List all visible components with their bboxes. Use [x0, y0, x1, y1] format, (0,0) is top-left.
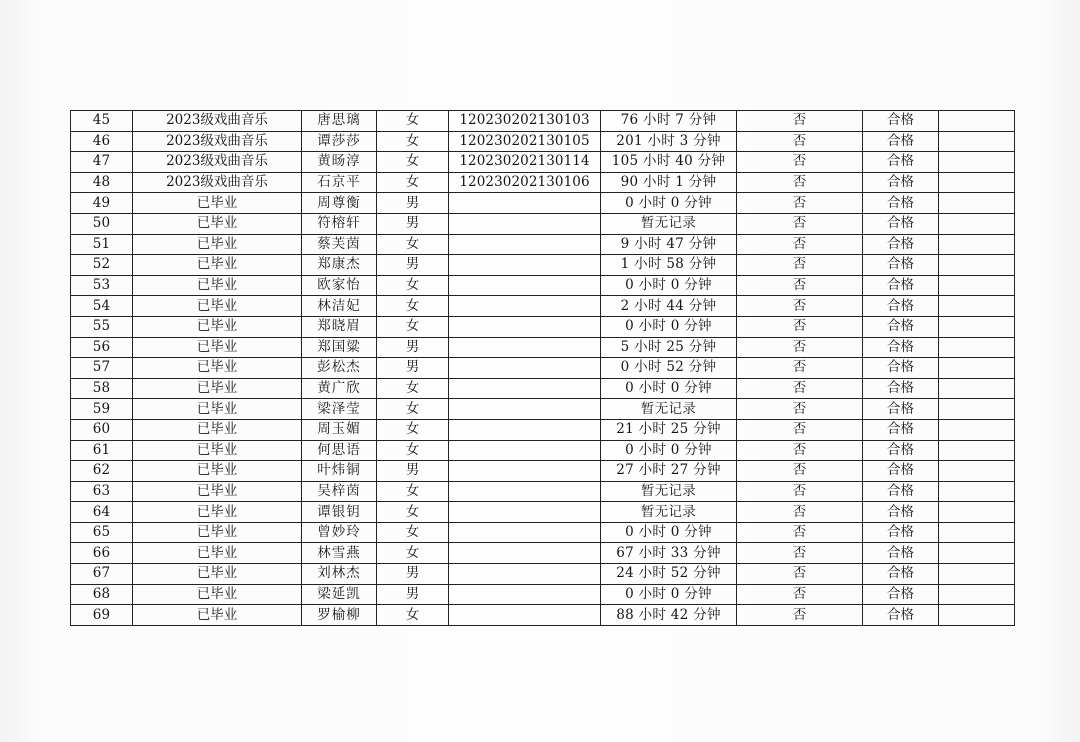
assessment-cell: 合格	[863, 564, 939, 585]
student-name-cell: 周玉媚	[302, 419, 377, 440]
table-row	[71, 316, 1015, 337]
student-id-cell	[449, 296, 601, 317]
remarks-cell	[939, 337, 1015, 358]
assessment-cell: 合格	[863, 213, 939, 234]
remarks-cell	[939, 440, 1015, 461]
flag-cell: 否	[737, 296, 863, 317]
student-name-cell: 林雪燕	[302, 543, 377, 564]
class-name-cell: 已毕业	[133, 296, 302, 317]
remarks-cell	[939, 316, 1015, 337]
student-name-cell: 梁延凯	[302, 584, 377, 605]
remarks-cell	[939, 502, 1015, 523]
remarks-cell	[939, 481, 1015, 502]
assessment-cell: 合格	[863, 234, 939, 255]
volunteer-hours-cell: 0 小时 0 分钟	[601, 316, 737, 337]
gender-cell: 男	[377, 193, 449, 214]
gender-cell: 女	[377, 481, 449, 502]
flag-cell: 否	[737, 337, 863, 358]
student-id-cell	[449, 543, 601, 564]
table-row	[71, 584, 1015, 605]
table-row	[71, 358, 1015, 379]
table-row	[71, 481, 1015, 502]
class-name-cell: 已毕业	[133, 193, 302, 214]
flag-cell: 否	[737, 193, 863, 214]
student-name-cell: 郑康杰	[302, 255, 377, 276]
table-row	[71, 419, 1015, 440]
student-id-cell	[449, 358, 601, 379]
assessment-cell: 合格	[863, 378, 939, 399]
table-row	[71, 111, 1015, 132]
remarks-cell	[939, 234, 1015, 255]
student-name-cell: 欧家怡	[302, 275, 377, 296]
flag-cell: 否	[737, 502, 863, 523]
volunteer-hours-cell: 0 小时 0 分钟	[601, 378, 737, 399]
table-row	[71, 131, 1015, 152]
gender-cell: 女	[377, 543, 449, 564]
flag-cell: 否	[737, 358, 863, 379]
class-name-cell: 已毕业	[133, 316, 302, 337]
class-name-cell: 2023级戏曲音乐	[133, 152, 302, 173]
assessment-cell: 合格	[863, 605, 939, 626]
remarks-cell	[939, 584, 1015, 605]
remarks-cell	[939, 564, 1015, 585]
flag-cell: 否	[737, 481, 863, 502]
row-number-cell: 55	[71, 316, 133, 337]
row-number-cell: 56	[71, 337, 133, 358]
assessment-cell: 合格	[863, 275, 939, 296]
student-id-cell	[449, 605, 601, 626]
student-id-cell	[449, 502, 601, 523]
remarks-cell	[939, 152, 1015, 173]
student-name-cell: 林洁妃	[302, 296, 377, 317]
student-id-cell	[449, 522, 601, 543]
table-row	[71, 255, 1015, 276]
class-name-cell: 已毕业	[133, 213, 302, 234]
flag-cell: 否	[737, 543, 863, 564]
assessment-cell: 合格	[863, 502, 939, 523]
student-id-cell	[449, 378, 601, 399]
volunteer-hours-cell: 0 小时 0 分钟	[601, 522, 737, 543]
assessment-cell: 合格	[863, 337, 939, 358]
student-name-cell: 郑晓眉	[302, 316, 377, 337]
assessment-cell: 合格	[863, 440, 939, 461]
row-number-cell: 65	[71, 522, 133, 543]
class-name-cell: 已毕业	[133, 522, 302, 543]
student-id-cell	[449, 255, 601, 276]
roster-table	[70, 110, 1015, 626]
flag-cell: 否	[737, 419, 863, 440]
assessment-cell: 合格	[863, 172, 939, 193]
remarks-cell	[939, 296, 1015, 317]
gender-cell: 女	[377, 172, 449, 193]
class-name-cell: 已毕业	[133, 419, 302, 440]
volunteer-hours-cell: 67 小时 33 分钟	[601, 543, 737, 564]
gender-cell: 女	[377, 234, 449, 255]
gender-cell: 女	[377, 502, 449, 523]
flag-cell: 否	[737, 275, 863, 296]
remarks-cell	[939, 193, 1015, 214]
class-name-cell: 已毕业	[133, 481, 302, 502]
flag-cell: 否	[737, 172, 863, 193]
student-id-cell: 120230202130103	[449, 111, 601, 132]
table-row	[71, 234, 1015, 255]
student-name-cell: 符榕轩	[302, 213, 377, 234]
student-id-cell: 120230202130105	[449, 131, 601, 152]
table-row	[71, 461, 1015, 482]
student-id-cell: 120230202130106	[449, 172, 601, 193]
volunteer-hours-cell: 0 小时 0 分钟	[601, 584, 737, 605]
class-name-cell: 已毕业	[133, 543, 302, 564]
gender-cell: 男	[377, 255, 449, 276]
remarks-cell	[939, 378, 1015, 399]
assessment-cell: 合格	[863, 461, 939, 482]
table-row	[71, 296, 1015, 317]
student-name-cell: 谭银钥	[302, 502, 377, 523]
row-number-cell: 51	[71, 234, 133, 255]
row-number-cell: 68	[71, 584, 133, 605]
row-number-cell: 54	[71, 296, 133, 317]
volunteer-hours-cell: 9 小时 47 分钟	[601, 234, 737, 255]
flag-cell: 否	[737, 461, 863, 482]
row-number-cell: 48	[71, 172, 133, 193]
volunteer-hours-cell: 暂无记录	[601, 502, 737, 523]
remarks-cell	[939, 172, 1015, 193]
row-number-cell: 57	[71, 358, 133, 379]
row-number-cell: 67	[71, 564, 133, 585]
volunteer-hours-cell: 5 小时 25 分钟	[601, 337, 737, 358]
remarks-cell	[939, 522, 1015, 543]
gender-cell: 男	[377, 358, 449, 379]
student-name-cell: 梁泽莹	[302, 399, 377, 420]
student-id-cell	[449, 193, 601, 214]
class-name-cell: 已毕业	[133, 255, 302, 276]
student-name-cell: 周尊衡	[302, 193, 377, 214]
flag-cell: 否	[737, 522, 863, 543]
row-number-cell: 62	[71, 461, 133, 482]
student-id-cell	[449, 399, 601, 420]
class-name-cell: 已毕业	[133, 564, 302, 585]
volunteer-hours-cell: 0 小时 0 分钟	[601, 193, 737, 214]
student-name-cell: 叶炜铜	[302, 461, 377, 482]
volunteer-hours-cell: 2 小时 44 分钟	[601, 296, 737, 317]
student-id-cell	[449, 440, 601, 461]
gender-cell: 女	[377, 522, 449, 543]
student-id-cell	[449, 213, 601, 234]
volunteer-hours-cell: 1 小时 58 分钟	[601, 255, 737, 276]
table-row	[71, 522, 1015, 543]
volunteer-hours-cell: 201 小时 3 分钟	[601, 131, 737, 152]
table-row	[71, 564, 1015, 585]
table-row	[71, 399, 1015, 420]
flag-cell: 否	[737, 131, 863, 152]
gender-cell: 女	[377, 152, 449, 173]
class-name-cell: 已毕业	[133, 502, 302, 523]
gender-cell: 男	[377, 584, 449, 605]
assessment-cell: 合格	[863, 255, 939, 276]
student-id-cell	[449, 337, 601, 358]
table-row	[71, 502, 1015, 523]
student-id-cell	[449, 461, 601, 482]
remarks-cell	[939, 131, 1015, 152]
volunteer-hours-cell: 24 小时 52 分钟	[601, 564, 737, 585]
student-id-cell	[449, 481, 601, 502]
roster-body	[71, 111, 1015, 626]
row-number-cell: 63	[71, 481, 133, 502]
flag-cell: 否	[737, 605, 863, 626]
volunteer-hours-cell: 27 小时 27 分钟	[601, 461, 737, 482]
gender-cell: 女	[377, 111, 449, 132]
student-name-cell: 唐思璃	[302, 111, 377, 132]
volunteer-hours-cell: 暂无记录	[601, 213, 737, 234]
gender-cell: 男	[377, 461, 449, 482]
gender-cell: 女	[377, 275, 449, 296]
gender-cell: 女	[377, 131, 449, 152]
volunteer-hours-cell: 76 小时 7 分钟	[601, 111, 737, 132]
class-name-cell: 2023级戏曲音乐	[133, 172, 302, 193]
student-name-cell: 黄广欣	[302, 378, 377, 399]
row-number-cell: 50	[71, 213, 133, 234]
student-name-cell: 罗榆柳	[302, 605, 377, 626]
assessment-cell: 合格	[863, 316, 939, 337]
student-id-cell	[449, 564, 601, 585]
class-name-cell: 已毕业	[133, 378, 302, 399]
class-name-cell: 2023级戏曲音乐	[133, 131, 302, 152]
assessment-cell: 合格	[863, 481, 939, 502]
volunteer-hours-cell: 0 小时 0 分钟	[601, 275, 737, 296]
assessment-cell: 合格	[863, 152, 939, 173]
table-row	[71, 275, 1015, 296]
flag-cell: 否	[737, 584, 863, 605]
student-id-cell	[449, 584, 601, 605]
class-name-cell: 已毕业	[133, 605, 302, 626]
table-row	[71, 605, 1015, 626]
student-name-cell: 何思语	[302, 440, 377, 461]
row-number-cell: 69	[71, 605, 133, 626]
table-row	[71, 337, 1015, 358]
class-name-cell: 已毕业	[133, 461, 302, 482]
row-number-cell: 60	[71, 419, 133, 440]
student-name-cell: 吴梓茵	[302, 481, 377, 502]
assessment-cell: 合格	[863, 543, 939, 564]
volunteer-hours-cell: 0 小时 52 分钟	[601, 358, 737, 379]
table-row	[71, 193, 1015, 214]
gender-cell: 男	[377, 213, 449, 234]
student-name-cell: 曾妙玲	[302, 522, 377, 543]
class-name-cell: 已毕业	[133, 440, 302, 461]
row-number-cell: 49	[71, 193, 133, 214]
row-number-cell: 52	[71, 255, 133, 276]
gender-cell: 女	[377, 316, 449, 337]
flag-cell: 否	[737, 255, 863, 276]
student-id-cell	[449, 316, 601, 337]
class-name-cell: 2023级戏曲音乐	[133, 111, 302, 132]
class-name-cell: 已毕业	[133, 337, 302, 358]
gender-cell: 女	[377, 296, 449, 317]
flag-cell: 否	[737, 111, 863, 132]
row-number-cell: 64	[71, 502, 133, 523]
row-number-cell: 53	[71, 275, 133, 296]
assessment-cell: 合格	[863, 522, 939, 543]
remarks-cell	[939, 399, 1015, 420]
table-row	[71, 543, 1015, 564]
class-name-cell: 已毕业	[133, 584, 302, 605]
student-id-cell	[449, 234, 601, 255]
class-name-cell: 已毕业	[133, 234, 302, 255]
assessment-cell: 合格	[863, 419, 939, 440]
flag-cell: 否	[737, 152, 863, 173]
volunteer-hours-cell: 暂无记录	[601, 481, 737, 502]
volunteer-hours-cell: 0 小时 0 分钟	[601, 440, 737, 461]
student-id-cell	[449, 275, 601, 296]
flag-cell: 否	[737, 440, 863, 461]
gender-cell: 女	[377, 440, 449, 461]
remarks-cell	[939, 461, 1015, 482]
table-row	[71, 440, 1015, 461]
gender-cell: 女	[377, 419, 449, 440]
gender-cell: 男	[377, 564, 449, 585]
class-name-cell: 已毕业	[133, 399, 302, 420]
flag-cell: 否	[737, 399, 863, 420]
table-row	[71, 213, 1015, 234]
student-id-cell: 120230202130114	[449, 152, 601, 173]
remarks-cell	[939, 213, 1015, 234]
volunteer-hours-cell: 90 小时 1 分钟	[601, 172, 737, 193]
assessment-cell: 合格	[863, 131, 939, 152]
student-name-cell: 谭莎莎	[302, 131, 377, 152]
row-number-cell: 61	[71, 440, 133, 461]
assessment-cell: 合格	[863, 193, 939, 214]
remarks-cell	[939, 605, 1015, 626]
flag-cell: 否	[737, 378, 863, 399]
row-number-cell: 45	[71, 111, 133, 132]
assessment-cell: 合格	[863, 358, 939, 379]
flag-cell: 否	[737, 234, 863, 255]
remarks-cell	[939, 275, 1015, 296]
assessment-cell: 合格	[863, 584, 939, 605]
class-name-cell: 已毕业	[133, 358, 302, 379]
student-name-cell: 郑国粱	[302, 337, 377, 358]
row-number-cell: 59	[71, 399, 133, 420]
gender-cell: 女	[377, 378, 449, 399]
student-name-cell: 石京平	[302, 172, 377, 193]
table-row	[71, 378, 1015, 399]
remarks-cell	[939, 419, 1015, 440]
student-name-cell: 黄旸淳	[302, 152, 377, 173]
student-name-cell: 刘林杰	[302, 564, 377, 585]
assessment-cell: 合格	[863, 111, 939, 132]
row-number-cell: 47	[71, 152, 133, 173]
volunteer-hours-cell: 21 小时 25 分钟	[601, 419, 737, 440]
gender-cell: 女	[377, 399, 449, 420]
remarks-cell	[939, 543, 1015, 564]
row-number-cell: 46	[71, 131, 133, 152]
student-name-cell: 蔡芙茵	[302, 234, 377, 255]
flag-cell: 否	[737, 213, 863, 234]
table-row	[71, 152, 1015, 173]
gender-cell: 男	[377, 337, 449, 358]
assessment-cell: 合格	[863, 399, 939, 420]
student-id-cell	[449, 419, 601, 440]
remarks-cell	[939, 358, 1015, 379]
remarks-cell	[939, 255, 1015, 276]
volunteer-hours-cell: 暂无记录	[601, 399, 737, 420]
volunteer-hours-cell: 88 小时 42 分钟	[601, 605, 737, 626]
remarks-cell	[939, 111, 1015, 132]
student-name-cell: 彭松杰	[302, 358, 377, 379]
gender-cell: 女	[377, 605, 449, 626]
table-row	[71, 172, 1015, 193]
flag-cell: 否	[737, 564, 863, 585]
volunteer-hours-cell: 105 小时 40 分钟	[601, 152, 737, 173]
flag-cell: 否	[737, 316, 863, 337]
row-number-cell: 58	[71, 378, 133, 399]
assessment-cell: 合格	[863, 296, 939, 317]
row-number-cell: 66	[71, 543, 133, 564]
class-name-cell: 已毕业	[133, 275, 302, 296]
